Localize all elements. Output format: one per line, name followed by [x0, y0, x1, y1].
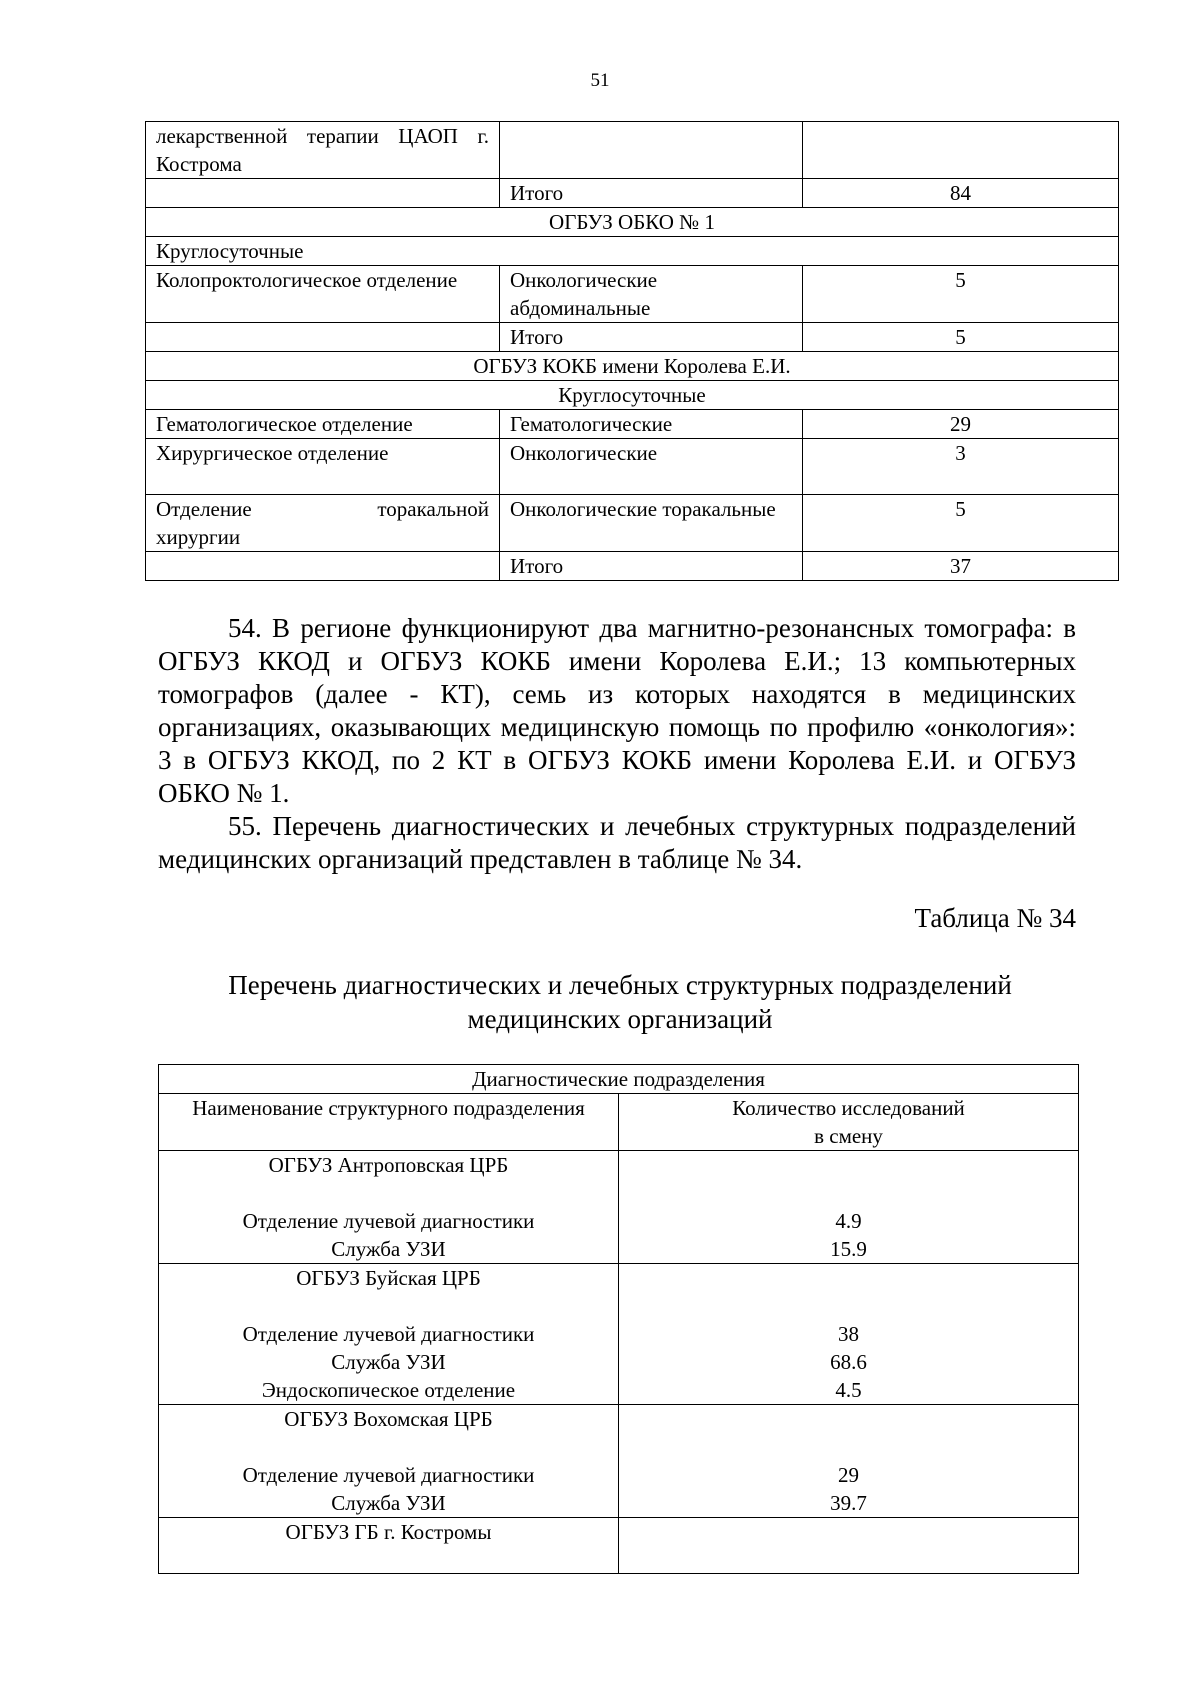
dept-cell: лекарственной терапии ЦАОП г. Кострома [146, 122, 500, 179]
top-table [145, 121, 1119, 581]
count-cell: 84 [803, 179, 1119, 208]
table-header-row [159, 1094, 1079, 1151]
count-cell: 37 [803, 552, 1119, 581]
table-row [146, 552, 1119, 581]
dept-word: хирургии [156, 525, 241, 549]
table-row [146, 439, 1119, 495]
table-row [159, 1264, 1079, 1405]
page-number: 51 [590, 70, 610, 91]
table-caption: Таблица № 34 [914, 903, 1076, 933]
table-row [146, 323, 1119, 352]
table-header-row [146, 208, 1119, 237]
table-row [146, 410, 1119, 439]
profile-cell: Итого [500, 552, 803, 581]
dept-cell: Колопроктологическое отделение [146, 266, 500, 323]
bottom-table [158, 1064, 1079, 1574]
org-cell [159, 1151, 619, 1264]
profile-cell: Итого [500, 179, 803, 208]
value-cell [619, 1264, 1079, 1405]
value: 4.9 [835, 1209, 862, 1233]
section-header: Диагностические подразделения [159, 1065, 1079, 1094]
dept-cell [146, 552, 500, 581]
table-header-row [146, 352, 1119, 381]
count-cell: 5 [803, 323, 1119, 352]
profile-cell: Онкологические торакальные [500, 495, 803, 552]
paragraph-54: 54. В регионе функционируют два магнитно-резонансных томографа: в ОГБУЗ ККОД и ОГБУЗ КОКБ имени Королева Е.И.; 13 компьютерных томографов (далее - КТ), семь из которых находятся в медицинских организациях, оказывающих медицинскую помощь по профилю «онкология»: 3 в ОГБУЗ ККОД, по 2 КТ в ОГБУЗ КОКБ имени Королева Е.И. и ОГБУЗ ОБКО № 1. [158, 613, 1076, 808]
dept-cell [146, 179, 500, 208]
profile-cell: Итого [500, 323, 803, 352]
dept-cell: Хирургическое отделение [146, 439, 500, 495]
unit-name: Эндоскопическое отделение [261, 1378, 516, 1402]
org-cell [159, 1405, 619, 1518]
value: 29 [838, 1463, 859, 1487]
table-row [159, 1151, 1079, 1264]
unit-name: Служба УЗИ [331, 1491, 446, 1515]
unit-name: Отделение лучевой диагностики [242, 1322, 535, 1346]
paragraph-55: 55. Перечень диагностических и лечебных структурных подразделений медицинских организаций представлен в таблице № 34. [158, 811, 1076, 874]
value: 4.5 [835, 1378, 862, 1402]
org-name: ОГБУЗ Вохомская ЦРБ [284, 1407, 493, 1431]
dept-word: Отделение [156, 497, 252, 521]
table-title [0, 968, 1200, 1036]
unit-name: Служба УЗИ [331, 1350, 446, 1374]
unit-name: Отделение лучевой диагностики [242, 1209, 535, 1233]
dept-cell [146, 495, 500, 552]
table-header-row [159, 1065, 1079, 1094]
org-name: ОГБУЗ Антроповская ЦРБ [268, 1153, 509, 1177]
profile-cell: Гематологические [500, 410, 803, 439]
table-row [146, 122, 1119, 179]
col1-header: Наименование структурного подразделения [159, 1094, 619, 1151]
value-cell [619, 1151, 1079, 1264]
count-cell: 3 [803, 439, 1119, 495]
count-cell [803, 122, 1119, 179]
table-title-line: медицинских организаций [467, 1004, 773, 1034]
value: 68.6 [830, 1350, 867, 1374]
value: 39.7 [830, 1491, 867, 1515]
org-header: ОГБУЗ ОБКО № 1 [146, 208, 1119, 237]
org-name: ОГБУЗ Буйская ЦРБ [296, 1266, 481, 1290]
table-row [159, 1518, 1079, 1574]
count-cell: 5 [803, 266, 1119, 323]
org-name: ОГБУЗ ГБ г. Костромы [285, 1520, 492, 1544]
col2-header-line: Количество исследований [732, 1096, 965, 1120]
profile-cell: Онкологические абдоминальные [500, 266, 803, 323]
dept-cell [146, 323, 500, 352]
col2-header-line: в смену [814, 1124, 883, 1148]
value-cell [619, 1405, 1079, 1518]
table-title-line: Перечень диагностических и лечебных структурных подразделений [228, 970, 1012, 1000]
col2-header [619, 1094, 1079, 1151]
dept-word: торакальной [377, 497, 489, 521]
org-cell [159, 1264, 619, 1405]
count-cell: 29 [803, 410, 1119, 439]
org-header: ОГБУЗ КОКБ имени Королева Е.И. [146, 352, 1119, 381]
org-cell [159, 1518, 619, 1574]
table-row [146, 495, 1119, 552]
dept-cell: Гематологическое отделение [146, 410, 500, 439]
profile-cell [500, 122, 803, 179]
value: 15.9 [830, 1237, 867, 1261]
section-label: Круглосуточные [146, 237, 1119, 266]
unit-name: Служба УЗИ [331, 1237, 446, 1261]
value-cell [619, 1518, 1079, 1574]
unit-name: Отделение лучевой диагностики [242, 1463, 535, 1487]
count-cell: 5 [803, 495, 1119, 552]
table-row [146, 266, 1119, 323]
table-row [159, 1405, 1079, 1518]
profile-cell: Онкологические [500, 439, 803, 495]
value: 38 [838, 1322, 859, 1346]
table-section-row [146, 237, 1119, 266]
table-row [146, 179, 1119, 208]
section-label: Круглосуточные [146, 381, 1119, 410]
table-header-row [146, 381, 1119, 410]
